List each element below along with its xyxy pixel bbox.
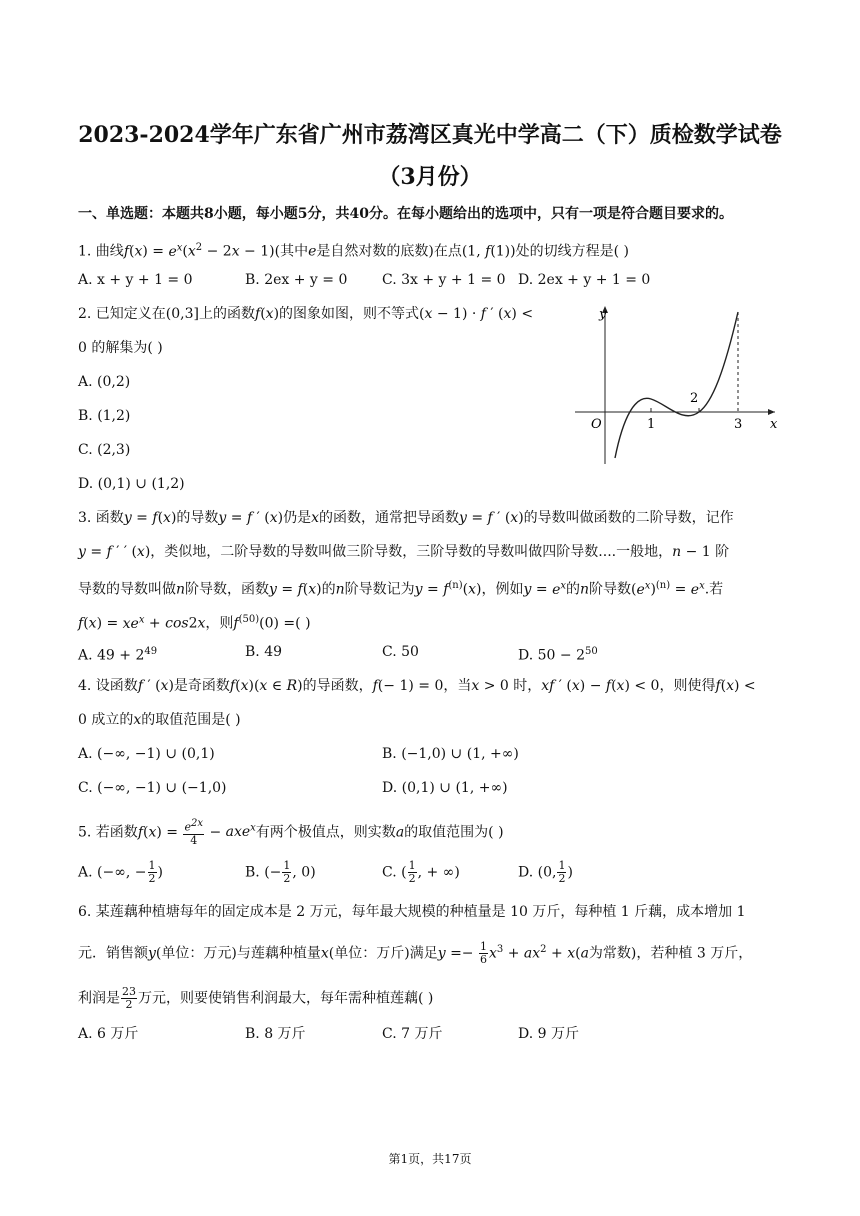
q3-option-b: B. 49	[245, 644, 283, 660]
q1-option-c: C. 3x + y + 1 = 0	[382, 272, 506, 288]
q5-option-c: C. ( $\frac{1}{2}$ , + ∞)	[382, 859, 460, 885]
question-6-line3: 利润是 $\frac{23}{2}$ 万元，则要使销售利润最大，每年需种植莲藕( )	[78, 985, 434, 1011]
question-3-line3: 导数的导数叫做n阶导数，函数y = f(x)的n阶导数记为$y = f^{(n)}(x)$，例如$y = e^x$的n阶导数$(e^x)^{(n)} = e^x$.若	[78, 580, 724, 598]
q5-option-b: B. (− $\frac{1}{2}$ , 0)	[245, 859, 316, 885]
question-3-line2: y = f ′ ′ (x)，类似地，二阶导数的导数叫做三阶导数，三阶导数的导数叫做四阶导数....一般地，n − 1 阶	[78, 544, 730, 560]
question-3-line1: 3. 函数y = f(x)的导数y = f ′ (x)仍是x的函数，通常把导函数y = f ′ (x)的导数叫做函数的二阶导数，记作	[78, 510, 734, 526]
question-5: 5. 若函数f(x) = $\frac{e^{2x}}{4}$ − axe$^x$有两个极值点，则实数a的取值范围为( )	[78, 818, 504, 847]
question-2-line2: 0 的解集为( )	[78, 340, 163, 356]
question-1: 1. 曲线$f(x) = e^x(x^2 - 2x - 1)$(其中e是自然对数的底数)在点(1, f(1))处的切线方程是( )	[78, 242, 629, 260]
q4-option-b: B. (−1,0) ∪ (1, +∞)	[382, 746, 519, 762]
q3-option-d: D. $50 - 2^{50}$	[518, 646, 598, 664]
q5-option-a: A. (−∞, − $\frac{1}{2}$ )	[78, 859, 163, 885]
q6-option-a: A. 6 万斤	[78, 1026, 139, 1042]
question-3-line4: $f(x) = xe^x + \cos 2x$，则$f^{(50)}(0)$ =( )	[78, 614, 311, 632]
graph-tick-1: 1	[647, 417, 656, 432]
q2-option-b: B. (1,2)	[78, 408, 131, 424]
question-6-line1: 6. 某莲藕种植塘每年的固定成本是 2 万元，每年最大规模的种植量是 10 万斤，每种植 1 斤藕，成本增加 1	[78, 904, 746, 920]
question-4-line2: 0 成立的x的取值范围是( )	[78, 712, 241, 728]
q1-option-b: B. 2ex + y = 0	[245, 272, 348, 288]
q6-option-d: D. 9 万斤	[518, 1026, 579, 1042]
graph-x-label: x	[770, 417, 778, 432]
graph-origin-label: O	[591, 417, 602, 432]
q4-option-d: D. (0,1) ∪ (1, +∞)	[382, 780, 508, 796]
graph-tick-3: 3	[734, 417, 743, 432]
q2-option-a: A. (0,2)	[78, 374, 131, 390]
q5-option-d: D. (0, $\frac{1}{2}$ )	[518, 859, 573, 885]
graph-y-label: y	[599, 307, 607, 322]
q6-option-c: C. 7 万斤	[382, 1026, 443, 1042]
q4-option-a: A. (−∞, −1) ∪ (0,1)	[78, 746, 215, 762]
q4-option-c: C. (−∞, −1) ∪ (−1,0)	[78, 780, 227, 796]
function-graph	[575, 298, 785, 468]
section-heading: 一、单选题：本题共8小题，每小题5分，共40分。在每小题给出的选项中，只有一项是符合题目要求的。	[78, 206, 733, 222]
q3-option-c: C. 50	[382, 644, 419, 660]
q1-option-d: D. 2ex + y + 1 = 0	[518, 272, 651, 288]
graph-tick-2: 2	[690, 391, 699, 406]
q6-option-b: B. 8 万斤	[245, 1026, 306, 1042]
question-2-line1: 2. 已知定义在(0,3]上的函数f(x)的图象如图，则不等式(x − 1) · f ′ (x) <	[78, 306, 534, 322]
page-footer: 第1页，共17页	[388, 1152, 472, 1166]
q1-option-a: A. x + y + 1 = 0	[78, 272, 193, 288]
q2-option-c: C. (2,3)	[78, 442, 131, 458]
q3-option-a: A. $49 + 2^{49}$	[78, 646, 158, 664]
exam-title: 2023-2024学年广东省广州市荔湾区真光中学高二（下）质检数学试卷	[78, 122, 782, 148]
question-4-line1: 4. 设函数f ′ (x)是奇函数f(x)(x ∈ R)的导函数，f(− 1) = 0，当x > 0 时，xf ′ (x) − f(x) < 0，则使得f(x) <	[78, 678, 756, 694]
exam-subtitle: （3月份）	[378, 164, 482, 190]
question-6-line2: 元．销售额y(单位：万元)与莲藕种植量x(单位：万斤)满足y =− $\frac{1}{6}$ $x^3 + ax^2 + x(a$为常数)，若种植 3 万斤，	[78, 940, 753, 967]
q2-option-d: D. (0,1) ∪ (1,2)	[78, 476, 185, 492]
